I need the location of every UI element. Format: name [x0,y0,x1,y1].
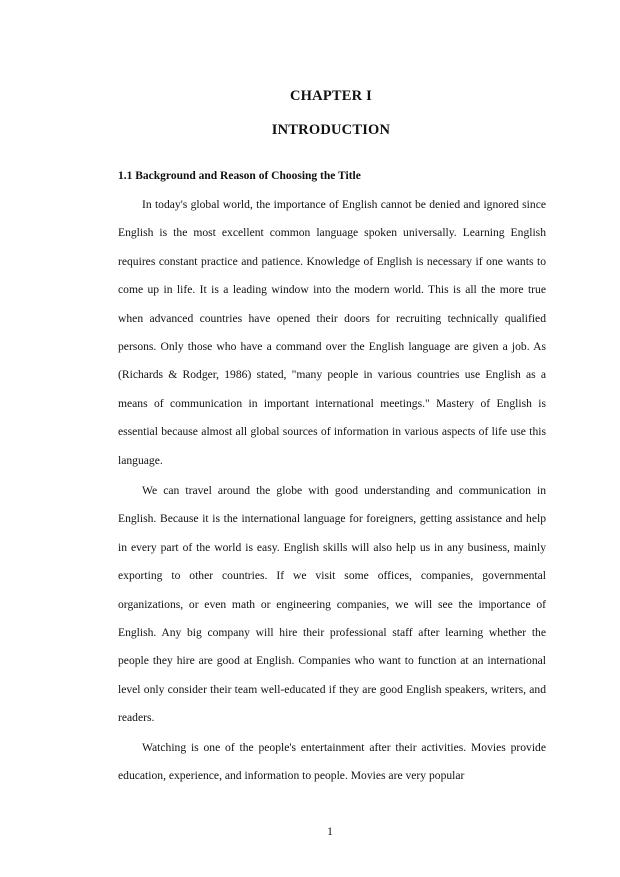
page-number: 1 [327,826,333,838]
paragraph-2: We can travel around the globe with good understanding and communication in English. Because it is the international language for foreigners, getting assistance and help in every part of the world is easy. English skills will also help us in any business, mainly exporting to other countries. If we visit some offices, companies, governmental organizations, or even math or engineering companies, we will see the importance of English. Any big company will hire their professional staff after learning whether the people they hire are good at English. Companies who want to function at an international level only consider their team well-educated if they are good English speakers, writers, and readers. [118,484,546,725]
chapter-number: CHAPTER I [290,88,372,104]
paragraph-3: Watching is one of the people's entertainment after their activities. Movies provide education, experience, and information to people. Movies are very popular [118,741,546,783]
section-heading: 1.1 Background and Reason of Choosing the Title [118,170,361,182]
chapter-title: INTRODUCTION [271,122,391,138]
paragraph-1: In today's global world, the importance of English cannot be denied and ignored since English is the most excellent common language spoken universally. Learning English requires constant practice and patience. Knowledge of English is necessary if one wants to come up in life. It is a leading window into the modern world. This is all the more true when advanced countries have opened their doors for recruiting technically qualified persons. Only those who have a command over the English language are given a job. As (Richards & Rodger, 1986) stated, "many people in various countries use English as a means of communication in important international meetings." Mastery of English is essential because almost all global sources of information in various aspects of life use this language. [118,198,546,467]
